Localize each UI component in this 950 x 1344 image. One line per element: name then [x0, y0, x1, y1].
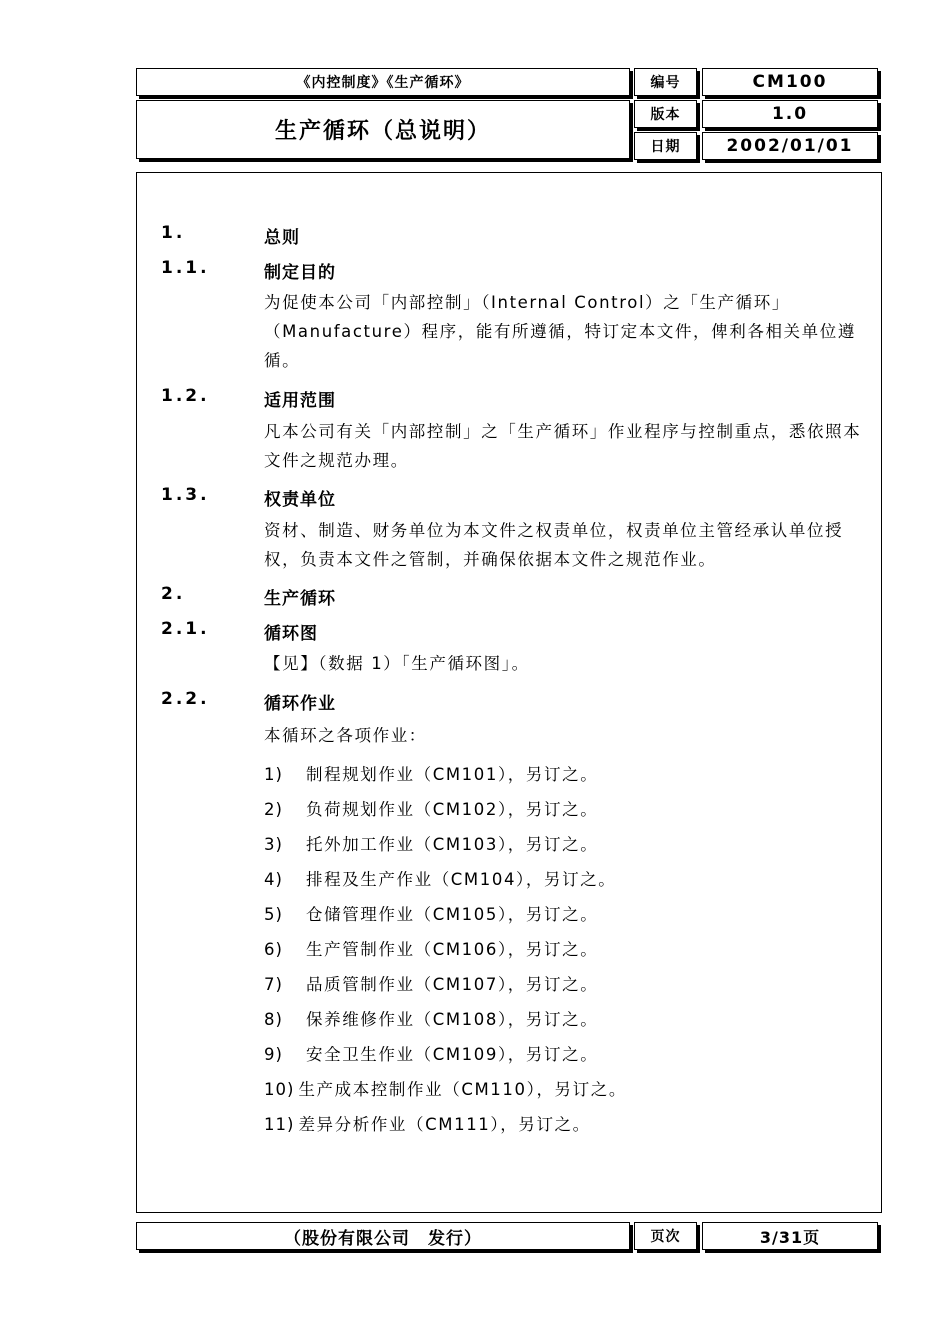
list-item — [264, 936, 598, 960]
section-heading: 循环作业 — [264, 694, 336, 714]
list-index: 11) — [264, 1115, 295, 1134]
list-index: 2) — [264, 800, 283, 819]
page-number: 3/31页 — [702, 1222, 878, 1250]
list-index: 5) — [264, 905, 283, 924]
list-index: 8) — [264, 1010, 283, 1029]
list-text: 制程规划作业（CM101），另订之。 — [306, 765, 599, 784]
list-item — [264, 796, 598, 820]
number-label: 编号 — [634, 68, 697, 96]
list-item — [264, 1041, 598, 1065]
section-number: 2.1. — [161, 619, 210, 639]
section-heading: 生产循环 — [264, 589, 336, 609]
list-item — [264, 1006, 598, 1030]
list-text: 差异分析作业（CM111），另订之。 — [298, 1115, 591, 1134]
section-text: 资材、制造、财务单位为本文件之权责单位，权责单位主管经承认单位授权，负责本文件之管制，并确保依据本文件之规范作业。 — [264, 521, 844, 569]
list-item — [264, 901, 598, 925]
list-index: 4) — [264, 870, 283, 889]
page-title: 生产循环（总说明） — [136, 100, 630, 159]
section-text: 为促使本公司「内部控制」（Internal Control）之「生产循环」（Manufacture）程序，能有所遵循，特订定本文件，俾利各相关单位遵循。 — [264, 293, 856, 370]
section-text: 【见】（数据 1）「生产循环图」。 — [264, 654, 530, 673]
list-item — [264, 1111, 591, 1135]
list-text: 品质管制作业（CM107），另订之。 — [306, 975, 599, 994]
section-heading: 适用范围 — [264, 391, 336, 411]
list-text: 托外加工作业（CM103），另订之。 — [306, 835, 599, 854]
section-number: 1.3. — [161, 485, 210, 505]
list-text: 安全卫生作业（CM109），另订之。 — [306, 1045, 599, 1064]
section-number: 1.1. — [161, 258, 210, 278]
version-label: 版本 — [634, 100, 697, 128]
section-number: 1.2. — [161, 386, 210, 406]
section-number: 2.2. — [161, 689, 210, 709]
list-text: 仓储管理作业（CM105），另订之。 — [306, 905, 599, 924]
page-label: 页次 — [634, 1222, 697, 1250]
list-text: 排程及生产作业（CM104），另订之。 — [306, 870, 617, 889]
section-heading: 权责单位 — [264, 490, 336, 510]
section-heading: 循环图 — [264, 624, 318, 644]
issuer-footer: （股份有限公司 发行） — [136, 1222, 630, 1250]
section-heading: 制定目的 — [264, 263, 336, 283]
list-index: 10) — [264, 1080, 295, 1099]
section-number: 2. — [161, 584, 186, 604]
list-index: 3) — [264, 835, 283, 854]
list-text: 生产成本控制作业（CM110），另订之。 — [298, 1080, 627, 1099]
section-heading: 总则 — [264, 228, 300, 248]
list-index: 1) — [264, 765, 283, 784]
number-value: CM100 — [702, 68, 878, 96]
list-index: 9) — [264, 1045, 283, 1064]
list-index: 6) — [264, 940, 283, 959]
list-text: 保养维修作业（CM108），另订之。 — [306, 1010, 599, 1029]
section-text: 凡本公司有关「内部控制」之「生产循环」作业程序与控制重点，悉依照本文件之规范办理。 — [264, 422, 862, 470]
version-value: 1.0 — [702, 100, 878, 128]
list-item — [264, 971, 598, 995]
date-value: 2002/01/01 — [702, 132, 878, 160]
list-text: 负荷规划作业（CM102），另订之。 — [306, 800, 599, 819]
list-item — [264, 831, 598, 855]
content-frame — [136, 172, 882, 1213]
doc-reference: 《内控制度》《生产循环》 — [136, 68, 630, 96]
list-item — [264, 761, 598, 785]
list-item — [264, 1076, 627, 1100]
section-number: 1. — [161, 223, 186, 243]
list-text: 生产管制作业（CM106），另订之。 — [306, 940, 599, 959]
list-index: 7) — [264, 975, 283, 994]
date-label: 日期 — [634, 132, 697, 160]
section-text: 本循环之各项作业： — [264, 726, 427, 745]
list-item — [264, 866, 616, 890]
